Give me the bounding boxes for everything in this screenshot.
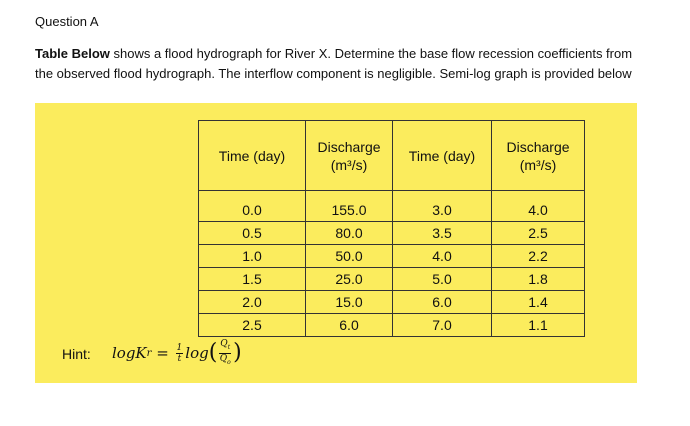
table-cell: 1.5: [199, 268, 306, 291]
table-cell: 1.8: [492, 268, 585, 291]
hint-formula: [112, 339, 242, 368]
table-reference: Table Below: [35, 46, 110, 61]
question-title: Question A: [35, 14, 99, 29]
table-cell: 80.0: [306, 222, 393, 245]
header-discharge-2: [492, 121, 585, 191]
table-row: [199, 191, 585, 222]
table-header-row: [199, 121, 585, 191]
table-cell: 3.5: [393, 222, 492, 245]
table-row: [199, 245, 585, 268]
ratio-denominator-sub: o: [227, 358, 231, 366]
fraction-denominator: t: [177, 353, 182, 364]
header-discharge-label: Discharge: [506, 138, 570, 155]
table-cell: 4.0: [393, 245, 492, 268]
ratio-numerator: [219, 339, 231, 354]
table-cell: 6.0: [306, 314, 393, 337]
table-cell: 1.0: [199, 245, 306, 268]
formula-fraction: [176, 343, 184, 364]
header-discharge-label: Discharge: [317, 138, 381, 155]
table-cell: 1.1: [492, 314, 585, 337]
fraction-numerator: 1: [176, 342, 183, 353]
formula-log: log: [185, 344, 209, 363]
ratio-denominator-q: Q: [219, 353, 228, 364]
table-cell: 2.5: [492, 222, 585, 245]
ratio-denominator: [220, 354, 231, 368]
table-row: [199, 268, 585, 291]
header-time-1: Time (day): [199, 121, 306, 191]
table-cell: 1.4: [492, 291, 585, 314]
ratio-numerator-q: Q: [220, 339, 228, 349]
table-cell: 2.2: [492, 245, 585, 268]
table-cell: 2.0: [199, 291, 306, 314]
formula-equals: =: [151, 344, 174, 363]
open-paren: (: [208, 340, 218, 366]
table-cell: 25.0: [306, 268, 393, 291]
table-row: [199, 222, 585, 245]
table-cell: 15.0: [306, 291, 393, 314]
header-discharge-unit: (m³/s): [519, 156, 557, 173]
table-row: [199, 314, 585, 337]
table-cell: 7.0: [393, 314, 492, 337]
table-cell: 6.0: [393, 291, 492, 314]
table-cell: 50.0: [306, 245, 393, 268]
table-cell: 3.0: [393, 191, 492, 222]
table-cell: 0.0: [199, 191, 306, 222]
question-text: [35, 44, 635, 83]
question-body: shows a flood hydrograph for River X. Determine the base flow recession coefficients from the observed flood hydrograph. The interflow component is negligible. Semi-log graph is provided below: [35, 46, 633, 81]
ratio-numerator-sub: t: [227, 343, 231, 351]
hydrograph-table: [198, 120, 585, 337]
table-cell: 5.0: [393, 268, 492, 291]
table-cell: 2.5: [199, 314, 306, 337]
table-cell: 155.0: [306, 191, 393, 222]
formula-lhs-subscript: r: [146, 347, 152, 359]
close-paren: ): [233, 340, 242, 366]
formula-ratio: [219, 339, 231, 368]
table-cell: 4.0: [492, 191, 585, 222]
header-discharge-unit: (m³/s): [330, 156, 368, 173]
table-row: [199, 291, 585, 314]
hint-label: Hint:: [62, 346, 91, 362]
formula-lhs: logK: [112, 344, 147, 363]
header-time-2: Time (day): [393, 121, 492, 191]
header-discharge-1: [306, 121, 393, 191]
table-cell: 0.5: [199, 222, 306, 245]
